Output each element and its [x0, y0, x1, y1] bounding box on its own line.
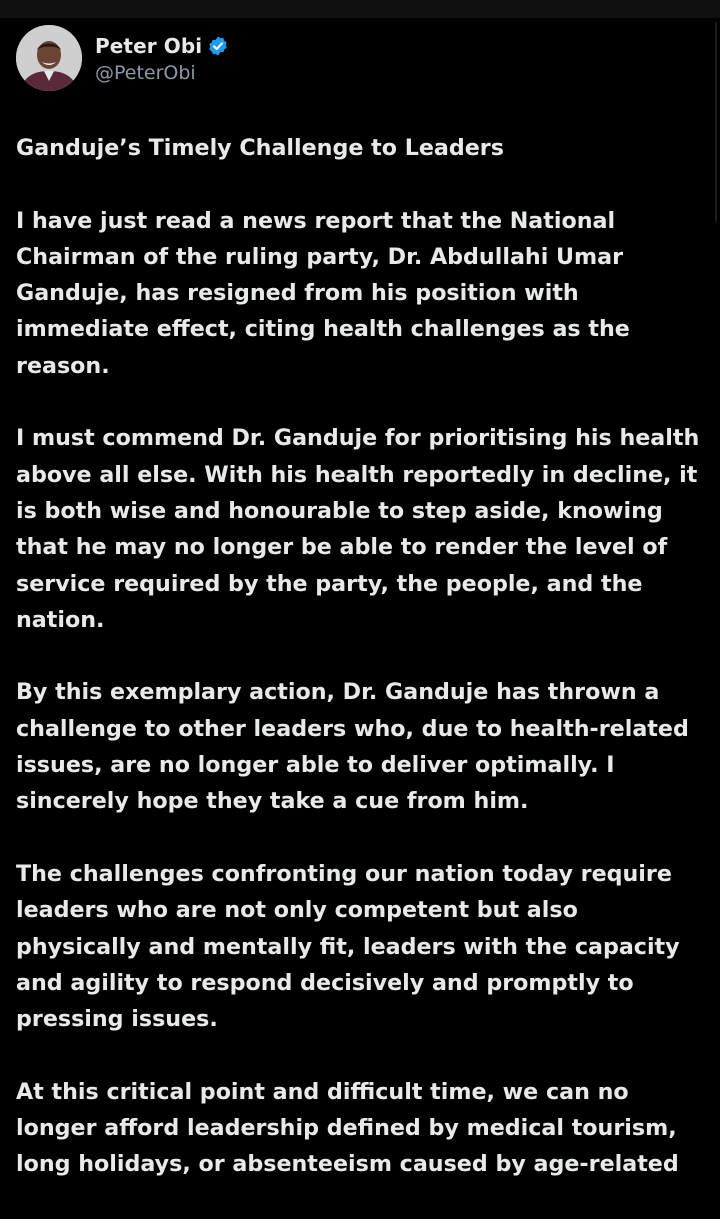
post-line: is both wise and honourable to step aside, knowing [16, 497, 663, 524]
author-handle[interactable]: @PeterObi [95, 62, 196, 84]
post-paragraph [16, 203, 702, 384]
post-header [16, 24, 229, 92]
post-line: that he may no longer be able to render the level of [16, 534, 668, 561]
post-paragraph [16, 420, 702, 638]
post-line: Chairman of the ruling party, Dr. Abdullahi Umar [16, 243, 624, 270]
post-line: By this exemplary action, Dr. Ganduje has thrown a [16, 679, 660, 706]
post-line: long holidays, or absenteeism caused by age-related [16, 1151, 679, 1178]
post-line: Ganduje’s Timely Challenge to Leaders [16, 135, 504, 161]
post-line: I have just read a news report that the National [16, 207, 616, 234]
author-display-name[interactable]: Peter Obi [95, 34, 203, 58]
post-text [16, 130, 702, 1219]
avatar-portrait-image [16, 25, 82, 91]
post-title [16, 130, 702, 166]
post-line: pressing issues. [16, 1006, 218, 1033]
post-line: sincerely hope they take a cue from him. [16, 788, 529, 815]
scrollbar[interactable] [710, 22, 720, 1201]
post-line: I must commend Dr. Ganduje for prioritising his health [16, 425, 700, 452]
post-line: The challenges confronting our nation today require [16, 860, 672, 887]
post-line: issues, are no longer able to deliver optimally. I [16, 752, 615, 779]
post-line: reason. [16, 352, 110, 379]
avatar[interactable] [16, 25, 82, 91]
post-line: immediate effect, citing health challenges as the [16, 316, 630, 343]
post-line: longer afford leadership defined by medical tourism, [16, 1115, 677, 1142]
post-paragraph [16, 1074, 702, 1183]
post-paragraph [16, 856, 702, 1037]
author-name-row [95, 32, 229, 60]
post-line: At this critical point and difficult time, we can no [16, 1078, 629, 1105]
post-line: nation. [16, 606, 105, 633]
post-line: above all else. With his health reportedly in decline, it [16, 461, 698, 488]
post-line: challenge to other leaders who, due to health-related [16, 715, 689, 742]
post-line: physically and mentally fit, leaders with the capacity [16, 933, 680, 960]
post-line: leaders who are not only competent but also [16, 897, 578, 924]
post-line: Ganduje, has resigned from his position with [16, 280, 579, 307]
post-paragraph [16, 674, 702, 819]
verified-badge-icon [207, 35, 229, 57]
post-line: service required by the party, the people, and the [16, 570, 643, 597]
status-strip [0, 0, 720, 18]
post-line: and agility to respond decisively and promptly to [16, 969, 634, 996]
author-identity [95, 32, 229, 84]
